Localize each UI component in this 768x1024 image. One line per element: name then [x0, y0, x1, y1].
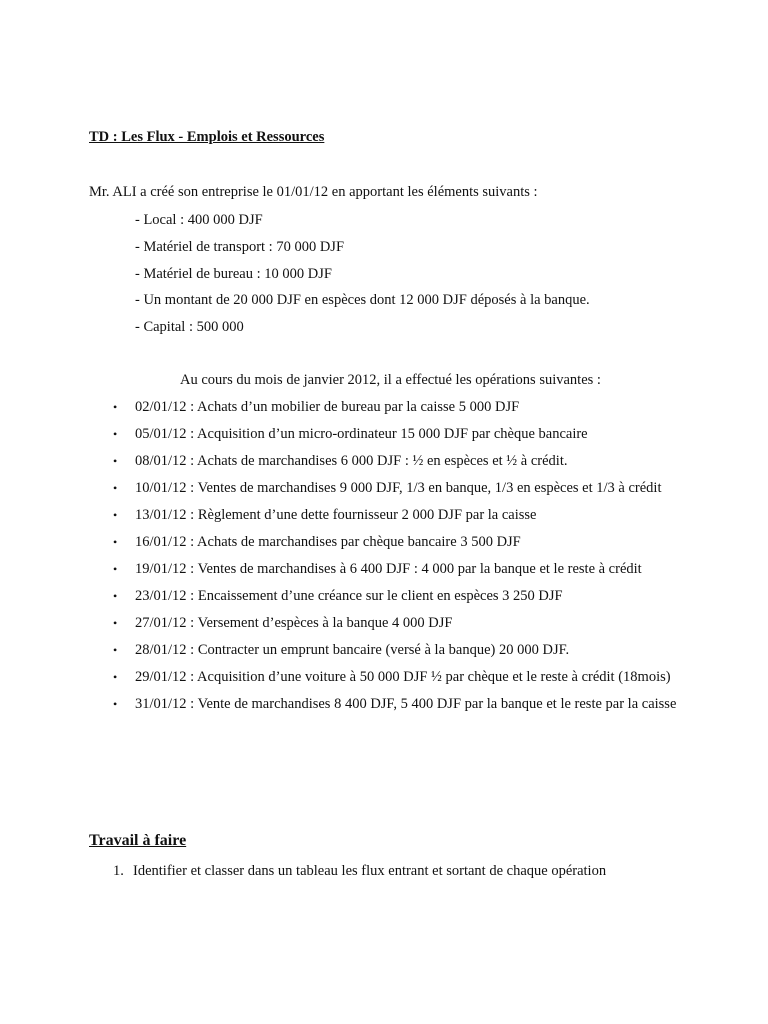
- operation-text: 05/01/12 : Acquisition d’un micro-ordinateur 15 000 DJF par chèque bancaire: [135, 426, 588, 442]
- operation-text: 23/01/12 : Encaissement d’une créance sur le client en espèces 3 250 DJF: [135, 588, 563, 604]
- operation-item: [113, 696, 695, 713]
- operation-item: [113, 399, 695, 416]
- bullet-icon: •: [113, 454, 118, 468]
- operation-text: 08/01/12 : Achats de marchandises 6 000 DJF : ½ en espèces et ½ à crédit.: [135, 453, 568, 469]
- contribution-item: - Matériel de transport : 70 000 DJF: [135, 238, 345, 255]
- bullet-icon: •: [113, 589, 118, 603]
- operation-item: [113, 588, 695, 605]
- operation-item: [113, 615, 695, 632]
- bullet-icon: •: [113, 562, 118, 576]
- bullet-icon: •: [113, 643, 118, 657]
- operation-text: 19/01/12 : Ventes de marchandises à 6 400 DJF : 4 000 par la banque et le reste à crédit: [135, 561, 642, 577]
- operation-text: 29/01/12 : Acquisition d’une voiture à 50 000 DJF ½ par chèque et le reste à crédit (18mois): [135, 669, 671, 685]
- contribution-item: - Local : 400 000 DJF: [135, 212, 263, 228]
- operation-text: 10/01/12 : Ventes de marchandises 9 000 DJF, 1/3 en banque, 1/3 en espèces et 1/3 à crédit: [135, 480, 662, 496]
- contribution-item: - Matériel de bureau : 10 000 DJF: [135, 265, 332, 282]
- operation-text: 16/01/12 : Achats de marchandises par chèque bancaire 3 500 DJF: [135, 534, 521, 550]
- document-title: TD : Les Flux - Emplois et Ressources: [89, 129, 325, 145]
- operation-text: 13/01/12 : Règlement d’une dette fournisseur 2 000 DJF par la caisse: [135, 507, 537, 523]
- operation-item: [113, 642, 695, 659]
- operation-item: [113, 561, 695, 578]
- bullet-icon: •: [113, 535, 118, 549]
- operation-item: [113, 534, 695, 551]
- tasks-list: [113, 863, 606, 880]
- intro-paragraph: Mr. ALI a créé son entreprise le 01/01/12 en apportant les éléments suivants :: [89, 184, 538, 200]
- bullet-icon: •: [113, 427, 118, 441]
- operation-item: [113, 453, 695, 470]
- operations-intro: Au cours du mois de janvier 2012, il a effectué les opérations suivantes :: [180, 372, 601, 388]
- operation-item: [113, 480, 695, 497]
- contribution-item: - Capital : 500 000: [135, 319, 244, 336]
- operations-list: [113, 399, 695, 723]
- bullet-icon: •: [113, 400, 118, 414]
- operation-item: [113, 426, 695, 443]
- bullet-icon: •: [113, 508, 118, 522]
- bullet-icon: •: [113, 670, 118, 684]
- operation-text: 31/01/12 : Vente de marchandises 8 400 DJF, 5 400 DJF par la banque et le reste par la caisse: [135, 696, 677, 712]
- bullet-icon: •: [113, 616, 118, 630]
- operation-item: [113, 669, 695, 686]
- work-title: Travail à faire: [89, 832, 187, 849]
- task-item: [113, 863, 606, 880]
- operation-text: 28/01/12 : Contracter un emprunt bancaire (versé à la banque) 20 000 DJF.: [135, 642, 570, 658]
- contributions-list: [135, 211, 590, 345]
- operation-text: 27/01/12 : Versement d’espèces à la banque 4 000 DJF: [135, 615, 453, 631]
- task-text: Identifier et classer dans un tableau les flux entrant et sortant de chaque opération: [133, 863, 607, 879]
- task-number: 1.: [113, 863, 124, 879]
- operation-item: [113, 507, 695, 524]
- operation-text: 02/01/12 : Achats d’un mobilier de bureau par la caisse 5 000 DJF: [135, 399, 520, 415]
- contribution-item: - Un montant de 20 000 DJF en espèces dont 12 000 DJF déposés à la banque.: [135, 292, 590, 309]
- bullet-icon: •: [113, 697, 118, 711]
- bullet-icon: •: [113, 481, 118, 495]
